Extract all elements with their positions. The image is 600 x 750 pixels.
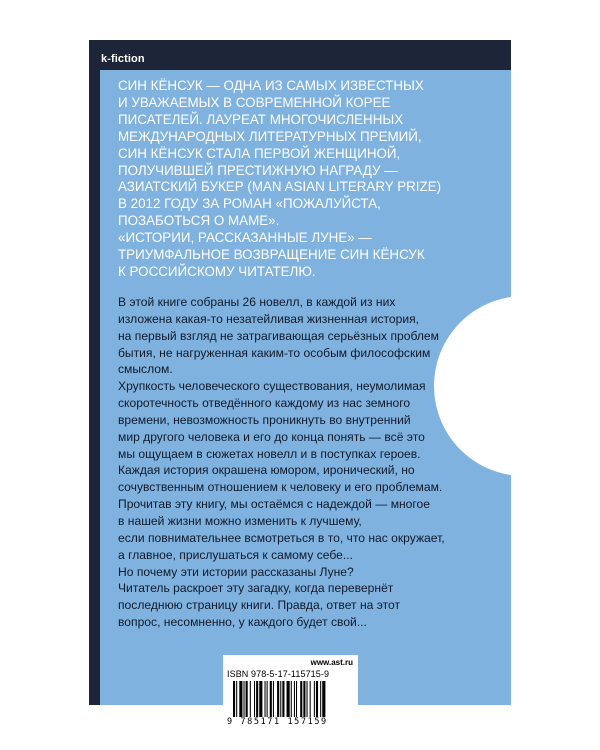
description-line: мир другого человека и его до конца понять — всё это [118,429,425,444]
intro-line: «ИСТОРИИ, РАССКАЗАННЫЕ ЛУНЕ» — [118,230,372,246]
description-line: В этой книге собраны 26 новелл, в каждой из них [118,295,396,309]
barcode-digits: 9 785171 157159 [227,717,354,727]
description-line: скоротечность отведённого каждому из нас земного [118,396,411,411]
intro-line: К РОССИЙСКОМУ ЧИТАТЕЛЮ. [118,263,316,279]
publisher-website: www.ast.ru [310,658,353,667]
description-line: времени, невозможность проникнуть во внутренний [118,412,411,427]
series-name: k-fiction [101,53,145,65]
barcode-panel [223,655,358,733]
intro-line: МЕЖДУНАРОДНЫХ ЛИТЕРАТУРНЫХ ПРЕМИЙ, [118,128,422,144]
intro-line: И УВАЖАЕМЫХ В СОВРЕМЕННОЙ КОРЕЕ [118,94,391,110]
intro-line: СИН КЁНСУК СТАЛА ПЕРВОЙ ЖЕНЩИНОЙ, [118,145,401,161]
intro-line: АЗИАТСКИЙ БУКЕР (MAN ASIAN LITERARY PRIZE) [118,179,442,195]
description-line: Хрупкость человеческого существования, неумолимая [118,379,426,394]
description-line: бытия, не нагруженная каким-то особым философским [118,345,431,360]
decorative-white-circle [434,296,600,476]
intro-line: ПОЛУЧИВШЕЙ ПРЕСТИЖНУЮ НАГРАДУ — [118,162,398,178]
description-line: смыслом. [118,362,173,377]
description-line: на первый взгляд не затрагивающая серьёзных проблем [118,328,439,343]
description-line: изложена какая-то незатейливая жизненная история, [118,311,420,326]
description-line: мы ощущаем в сюжетах новелл и в поступках героев. [118,446,421,461]
book-description [118,294,445,631]
intro-line: ТРИУМФАЛЬНОЕ ВОЗВРАЩЕНИЕ СИН КЁНСУК [118,247,425,263]
description-line: вопрос, несомненно, у каждого будет свой... [118,615,367,630]
intro-line: ПИСАТЕЛЕЙ. ЛАУРЕАТ МНОГОЧИСЛЕННЫХ [118,111,404,127]
intro-line: ПОЗАБОТЬСЯ О МАМЕ». [118,213,280,229]
description-line: Читатель раскроет эту загадку, когда перевернёт [118,581,394,596]
intro-line: СИН КЁНСУК — ОДНА ИЗ САМЫХ ИЗВЕСТНЫХ [118,78,424,93]
description-line: сочувственным отношением к человеку и его проблемам. [118,480,443,495]
isbn-number: ISBN 978-5-17-115715-9 [227,669,330,679]
description-line: Каждая история окрашена юмором, иронический, но [118,463,415,478]
description-line: последнюю страницу книги. Правда, ответ на этот [118,598,401,613]
description-line: если повнимательнее всмотреться в то, что нас окружает, [118,530,445,545]
intro-line: В 2012 ГОДУ ЗА РОМАН «ПОЖАЛУЙСТА, [118,196,381,212]
description-line: а главное, прислушаться к самому себе... [118,547,353,562]
description-line: в нашей жизни можно изменить к лучшему, [118,513,362,528]
author-intro [118,78,441,281]
description-line: Прочитав эту книгу, мы остаёмся с надеждой — многое [118,497,431,512]
description-line: Но почему эти истории рассказаны Луне? [118,564,354,579]
